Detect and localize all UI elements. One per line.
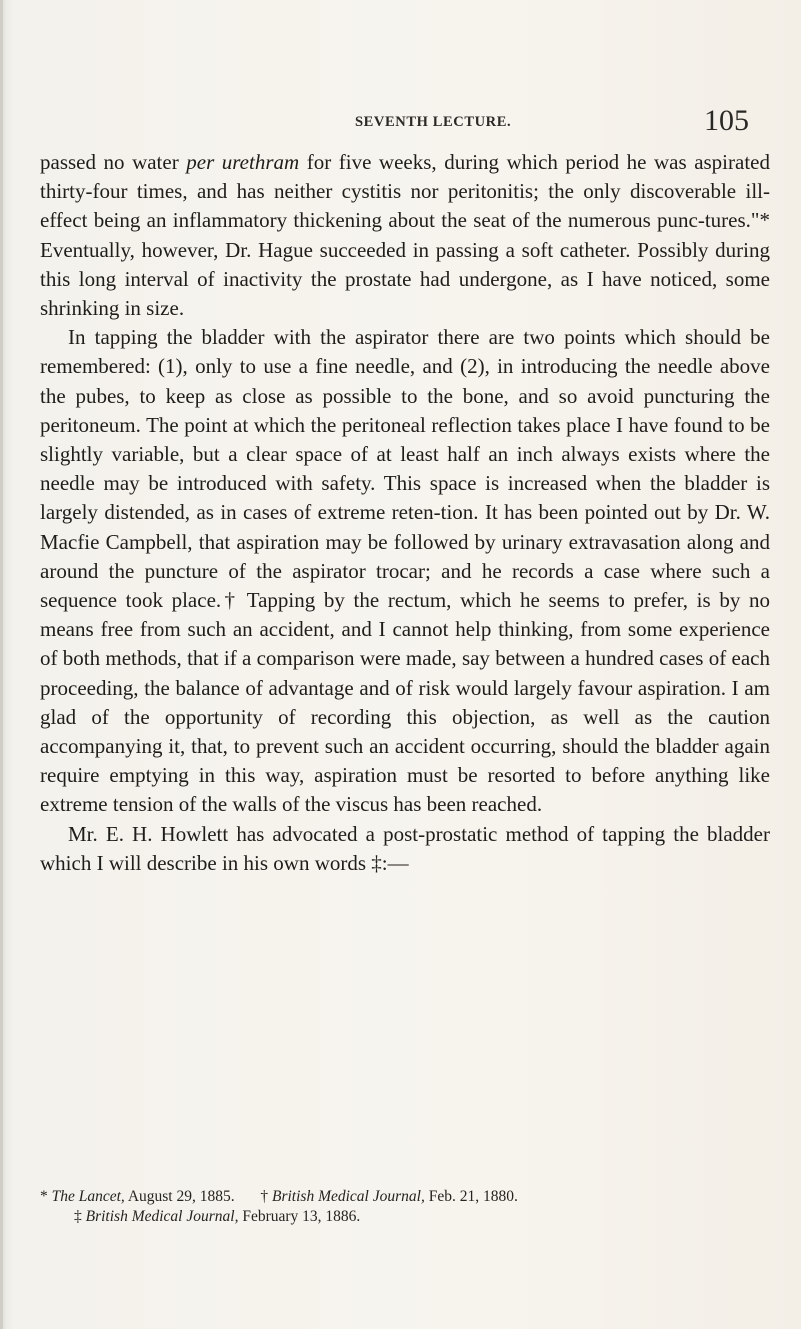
page-number: 105	[704, 104, 749, 137]
footnote-2-date: Feb. 21, 1880.	[424, 1188, 518, 1205]
footnote-2-source: British Medical Journal,	[272, 1188, 425, 1205]
footnote-3-date: February 13, 1886.	[238, 1208, 361, 1225]
body-text	[40, 148, 770, 878]
running-header	[0, 104, 801, 144]
footnote-3-mark: ‡	[74, 1208, 82, 1225]
footnote-row-1	[40, 1187, 770, 1207]
running-title: SEVENTH LECTURE.	[355, 114, 512, 130]
footnotes	[40, 1187, 770, 1227]
footnote-2-mark: †	[260, 1188, 269, 1205]
footnote-1-mark: *	[40, 1188, 48, 1205]
footnote-1-source: The Lancet,	[51, 1188, 125, 1205]
paragraph-3: Mr. E. H. Howlett has advocated a post-prostatic method of tapping the bladder which I will describe in his own words ‡:—	[40, 821, 770, 875]
footnote-row-2	[40, 1207, 770, 1227]
page-gutter	[0, 0, 3, 1329]
paragraph-1-rest: for five weeks, during which period he was aspirated thirty-four times, and has neither cystitis nor peritonitis; the only discoverable ill-effect being an inflammatory thickening about the seat of the numerous punc-tures."* Eventually, however, Dr. Hague succeeded in passing a soft catheter. Possibly during this long interval of inactivity the prostate had undergone, as I have noticed, some shrinking in size.	[40, 150, 770, 321]
paragraph-1-start: passed no water	[40, 150, 187, 174]
latin-phrase: per urethram	[186, 150, 300, 174]
paragraph-1	[40, 148, 770, 323]
footnote-1-date: August 29, 1885.	[124, 1188, 235, 1205]
paragraph-2: In tapping the bladder with the aspirator there are two points which should be remembered: (1), only to use a fine needle, and (2), in introducing the needle above the pubes, to keep as close as possible to the bone, and so avoid puncturing the peritoneum. The point at which the peritoneal reflection takes place I have found to be slightly variable, but a clear space of at least half an inch always exists where the needle may be introduced with safety. This space is increased when the bladder is largely distended, as in cases of extreme reten-tion. It has been pointed out by Dr. W. Macfie Campbell, that aspiration may be followed by urinary extravasation along and around the puncture of the aspirator trocar; and he records a case where such a sequence took place.† Tapping by the rectum, which he seems to prefer, is by no means free from such an accident, and I cannot help thinking, from some experience of both methods, that if a comparison were made, say between a hundred cases of each proceeding, the balance of advantage and of risk would largely favour aspiration. I am glad of the opportunity of recording this objection, as well as the caution accompanying it, that, to prevent such an accident occurring, should the bladder again require emptying in this way, aspiration must be resorted to before anything like extreme tension of the walls of the viscus has been reached.	[40, 325, 770, 817]
footnote-3-source: British Medical Journal,	[85, 1208, 239, 1225]
